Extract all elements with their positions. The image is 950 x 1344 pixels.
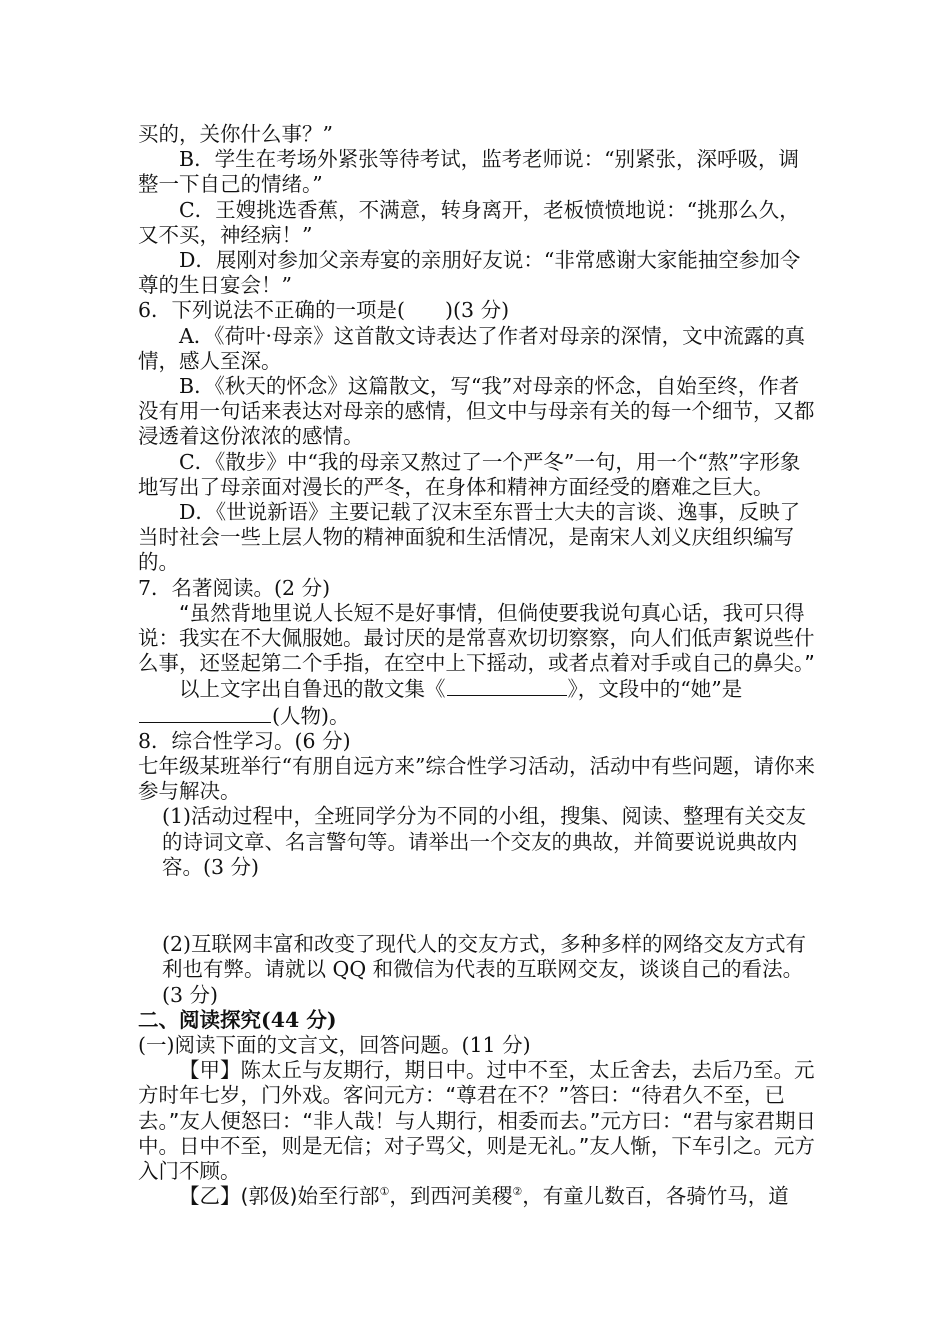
q5-option-c: C．王嫂挑选香蕉，不满意，转身离开，老板愤愤地说：“挑那么久，又不买，神经病！”: [138, 197, 800, 247]
q5-option-b: B．学生在考场外紧张等待考试，监考老师说：“别紧张，深呼吸，调整一下自己的情绪。”: [138, 147, 800, 197]
footnote-marker-1: ①: [379, 1185, 390, 1199]
q6-score: )(3 分): [445, 298, 510, 323]
subsection-heading: (一)阅读下面的文言文，回答问题。(11 分): [138, 1032, 531, 1057]
q6-option-d: D．《世说新语》主要记载了汉末至东晋士大夫的言谈、逸事，反映了当时社会一些上层人物的精神面貌和生活情况，是南宋人刘义庆组织编写的。: [138, 500, 801, 575]
q7-quote: “虽然背地里说人长短不是好事情，但倘使要我说句真心话，我可只得说：我实在不大佩服她。最讨厌的是常喜欢切切察察，向人们低声絮说些什么事，还竖起第二个手指，在空中上下摇动，或者点着对手或自己的鼻尖。”: [138, 600, 815, 676]
section-heading: 二、阅读探究(44 分): [138, 1007, 337, 1032]
yi-label: 【乙】: [179, 1184, 241, 1209]
document-page: [138, 122, 818, 1209]
q8-sub1: (1)活动过程中，全班同学分为不同的小组，搜集、阅读、整理有关交友的诗词文章、名言警句等。请举出一个交友的典故，并简要说说典故内容。(3 分): [162, 804, 807, 879]
q8-intro: 七年级某班举行“有朋自远方来”综合性学习活动，活动中有些问题，请你来参与解决。: [138, 754, 815, 804]
passage-yi: [138, 1184, 818, 1209]
jia-text: 陈太丘与友期行，期日中。过中不至，太丘舍去，去后乃至。元方时年七岁，门外戏。客问元方：“尊君在不？”答曰：“待君久不至，已去。”友人便怒曰：“非人哉！与人期行，相委而去。”元方曰：“君与家君期日中。日中不至，则是无信；对子骂父，则是无礼。”友人惭，下车引之。元方入门不顾。: [138, 1058, 816, 1183]
jia-label: 【甲】: [179, 1058, 241, 1083]
q8-stem: 8．综合性学习。(6 分): [138, 728, 351, 753]
passage-jia: [138, 1058, 818, 1184]
q5-option-d: D．展刚对参加父亲寿宴的亲朋好友说：“非常感谢大家能抽空参加令尊的生日宴会！”: [138, 248, 801, 298]
q6-stem: [138, 298, 818, 323]
q7-fill-line: [138, 676, 818, 728]
q7-stem: 7．名著阅读。(2 分): [138, 575, 331, 600]
q6-option-c: C．《散步》中“我的母亲又熬过了一个严冬”一句，用一个“熬”字形象地写出了母亲面对漫长的严冬，在身体和精神方面经受的磨难之巨大。: [138, 449, 801, 499]
q7-text-a: 以上文字出自鲁迅的散文集《: [179, 677, 446, 702]
answer-space: [138, 880, 818, 932]
person-answer-blank: [139, 703, 271, 723]
q6-stem-text: 6．下列说法不正确的一项是(: [138, 298, 406, 323]
q6-option-b: B．《秋天的怀念》这篇散文，写“我”对母亲的怀念，自始至终，作者没有用一句话来表达对母亲的感情，但文中与母亲有关的每一个细节，又都浸透着这份浓浓的感情。: [138, 374, 815, 449]
q5-continuation: 买的，关你什么事？”: [138, 122, 333, 146]
footnote-marker-2: ②: [512, 1185, 523, 1199]
yi-text-a: (郭伋)始至行部: [240, 1184, 380, 1209]
q8-sub2: (2)互联网丰富和改变了现代人的交友方式，多种多样的网络交友方式有利也有弊。请就以 QQ 和微信为代表的互联网交友，谈谈自己的看法。(3 分): [162, 932, 807, 1007]
yi-text-b: ，到西河美稷: [389, 1184, 513, 1209]
q6-option-a: A．《荷叶·母亲》这首散文诗表达了作者对母亲的深情，文中流露的真情，感人至深。: [138, 323, 806, 373]
q7-text-c: (人物)。: [272, 703, 350, 728]
q7-text-b: 》，文段中的“她”是: [567, 677, 743, 702]
collection-answer-blank: [447, 676, 567, 696]
yi-text-c: ，有童儿数百，各骑竹马，道: [522, 1184, 789, 1209]
